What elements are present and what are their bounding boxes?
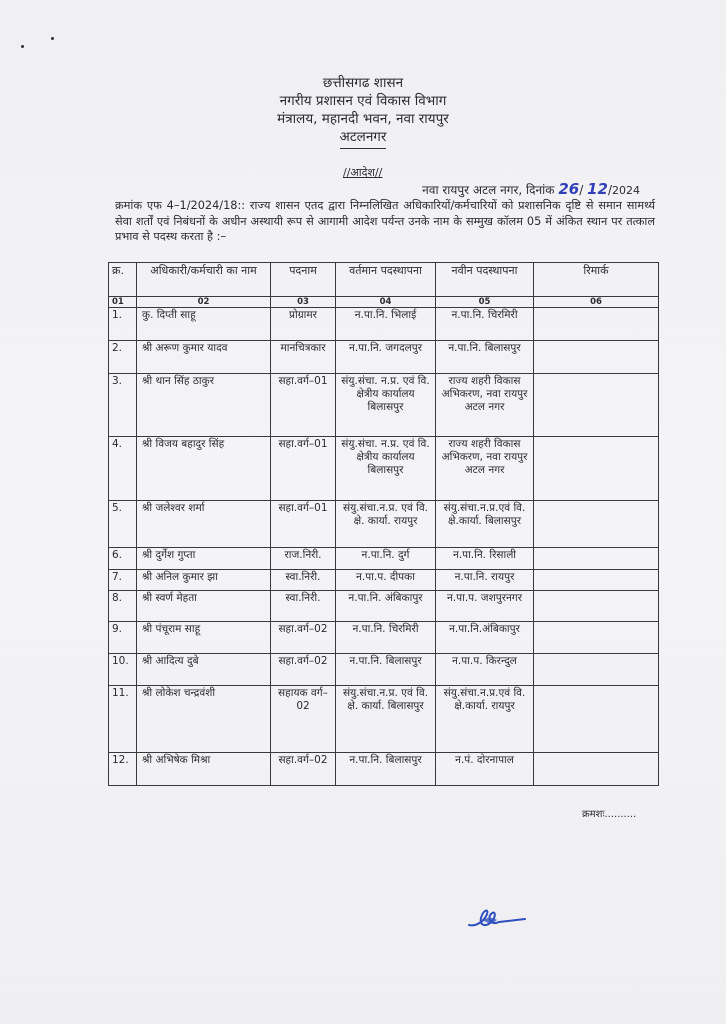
cell-post: सहा.वर्ग–01 — [271, 437, 336, 501]
cell-post: सहायक वर्ग–02 — [271, 686, 336, 753]
table-row — [109, 501, 659, 548]
table-row — [109, 437, 659, 501]
table-row — [109, 374, 659, 437]
cell-name: श्री अरूण कुमार यादव — [137, 341, 271, 374]
table-row — [109, 308, 659, 341]
table-row — [109, 570, 659, 591]
cell-serial: 4. — [109, 437, 137, 501]
letterhead-city: अटलनगर — [340, 128, 387, 149]
cell-new-posting: संयु.संचा.न.प्र.एवं वि. क्षे.कार्या. बिलासपुर — [436, 501, 534, 548]
cell-serial: 12. — [109, 753, 137, 786]
cell-name: श्री अभिषेक मिश्रा — [137, 753, 271, 786]
cell-name: श्री थान सिंह ठाकुर — [137, 374, 271, 437]
cell-name: श्री जलेश्वर शर्मा — [137, 501, 271, 548]
cell-serial: 11. — [109, 686, 137, 753]
cell-new-posting: न.पं. दोरनापाल — [436, 753, 534, 786]
cell-post: स्वा.निरी. — [271, 591, 336, 622]
date-separator: / — [579, 183, 584, 197]
cell-name: कु. दिप्ती साहू — [137, 308, 271, 341]
cell-current-posting: न.पा.नि. बिलासपुर — [336, 753, 436, 786]
cell-new-posting: न.पा.नि. बिलासपुर — [436, 341, 534, 374]
date-separator: / — [607, 183, 612, 197]
column-number: 02 — [137, 297, 271, 308]
cell-remark — [534, 548, 659, 570]
cell-name: श्री विजय बहादुर सिंह — [137, 437, 271, 501]
cell-remark — [534, 686, 659, 753]
cell-post: सहा.वर्ग–01 — [271, 374, 336, 437]
cell-current-posting: न.पा.नि. बिलासपुर — [336, 654, 436, 686]
cell-current-posting: संयु.संचा. न.प्र. एवं वि. क्षेत्रीय कार्यालय बिलासपुर — [336, 437, 436, 501]
cell-current-posting: संयु.संचा.न.प्र. एवं वि. क्षे. कार्या. बिलासपुर — [336, 686, 436, 753]
column-number: 04 — [336, 297, 436, 308]
cell-remark — [534, 622, 659, 654]
table-row — [109, 548, 659, 570]
cell-new-posting: न.पा.नि. रायपुर — [436, 570, 534, 591]
transfer-table — [108, 262, 659, 786]
cell-new-posting: राज्य शहरी विकास अभिकरण, नवा रायपुर अटल नगर — [436, 437, 534, 501]
cell-serial: 10. — [109, 654, 137, 686]
cell-serial: 6. — [109, 548, 137, 570]
column-number: 05 — [436, 297, 534, 308]
header-remark: रिमार्क — [534, 263, 659, 297]
cell-new-posting: न.पा.नि.अंबिकापुर — [436, 622, 534, 654]
cell-current-posting: न.पा.नि. चिरमिरी — [336, 622, 436, 654]
cell-remark — [534, 341, 659, 374]
cell-post: सहा.वर्ग–02 — [271, 753, 336, 786]
order-title: //आदेश// — [343, 166, 383, 179]
cell-current-posting: संयु.संचा. न.प्र. एवं वि. क्षेत्रीय कार्यालय बिलासपुर — [336, 374, 436, 437]
cell-new-posting: राज्य शहरी विकास अभिकरण, नवा रायपुर अटल नगर — [436, 374, 534, 437]
cell-post: सहा.वर्ग–02 — [271, 622, 336, 654]
cell-post: सहा.वर्ग–02 — [271, 654, 336, 686]
cell-serial: 5. — [109, 501, 137, 548]
column-number: 01 — [109, 297, 137, 308]
table-row — [109, 622, 659, 654]
cell-current-posting: न.पा.नि. दुर्ग — [336, 548, 436, 570]
cell-new-posting: न.पा.प. किरन्दुल — [436, 654, 534, 686]
cell-current-posting: न.पा.नि. अंबिकापुर — [336, 591, 436, 622]
order-body-paragraph: क्रमांक एफ 4–1/2024/18:: राज्य शासन एतद द्वारा निम्नलिखित अधिकारियों/कर्मचारियों को प्रशासनिक दृष्टि से समान सामर्थ्य सेवा शर्तों एवं निबंधनों के अधीन अस्थायी रूप से आगामी आदेश पर्यन्त उनके नाम के सम्मुख कॉलम 05 में अंकित स्थान पर तत्काल प्रभाव से पदस्थ करता है :– — [115, 199, 655, 243]
table-row — [109, 753, 659, 786]
table-row — [109, 654, 659, 686]
cell-name: श्री दुर्गेश गुप्ता — [137, 548, 271, 570]
cell-name: श्री अनिल कुमार झा — [137, 570, 271, 591]
cell-remark — [534, 374, 659, 437]
cell-remark — [534, 308, 659, 341]
letterhead-government: छत्तीसगढ शासन — [322, 75, 404, 91]
table-row — [109, 686, 659, 753]
table-row — [109, 341, 659, 374]
cell-serial: 9. — [109, 622, 137, 654]
cell-current-posting: न.पा.प. दीपका — [336, 570, 436, 591]
cell-post: राज.निरी. — [271, 548, 336, 570]
table-row — [109, 591, 659, 622]
column-number: 06 — [534, 297, 659, 308]
column-number: 03 — [271, 297, 336, 308]
cell-new-posting: न.पा.नि. चिरमिरी — [436, 308, 534, 341]
cell-post: स्वा.निरी. — [271, 570, 336, 591]
cell-new-posting: संयु.संचा.न.प्र.एवं वि. क्षे.कार्या. रायपुर — [436, 686, 534, 753]
cell-new-posting: न.पा.नि. रिसाली — [436, 548, 534, 570]
cell-serial: 7. — [109, 570, 137, 591]
cell-name: श्री लोकेश चन्द्रवंशी — [137, 686, 271, 753]
cell-serial: 3. — [109, 374, 137, 437]
cell-post: प्रोग्रामर — [271, 308, 336, 341]
continued-marker: क्रमशः.......... — [582, 809, 637, 820]
cell-name: श्री पंचूराम साहू — [137, 622, 271, 654]
scan-speck — [51, 37, 54, 40]
cell-remark — [534, 501, 659, 548]
place-date-prefix: नवा रायपुर अटल नगर, दिनांक — [422, 183, 555, 197]
date-year: 2024 — [612, 184, 640, 197]
cell-name: श्री आदित्य दुबे — [137, 654, 271, 686]
scan-speck — [21, 45, 24, 48]
cell-post: मानचित्रकार — [271, 341, 336, 374]
cell-post: सहा.वर्ग–01 — [271, 501, 336, 548]
cell-serial: 2. — [109, 341, 137, 374]
cell-remark — [534, 437, 659, 501]
cell-remark — [534, 753, 659, 786]
signature-icon — [465, 900, 535, 944]
cell-remark — [534, 654, 659, 686]
header-new-posting: नवीन पदस्थापना — [436, 263, 534, 297]
cell-name: श्री स्वर्ण मेहता — [137, 591, 271, 622]
letterhead-address: मंत्रालय, महानदी भवन, नवा रायपुर — [277, 111, 449, 127]
header-current-posting: वर्तमान पदस्थापना — [336, 263, 436, 297]
letterhead-department: नगरीय प्रशासन एवं विकास विभाग — [279, 93, 447, 109]
cell-current-posting: न.पा.नि. जगदलपुर — [336, 341, 436, 374]
cell-serial: 1. — [109, 308, 137, 341]
date-day: 26 — [558, 180, 580, 198]
header-name: अधिकारी/कर्मचारी का नाम — [137, 263, 271, 297]
header-post: पदनाम — [271, 263, 336, 297]
column-number-row — [109, 297, 659, 308]
date-month: 12 — [587, 180, 608, 198]
place-date-line — [422, 180, 640, 198]
cell-current-posting: संयु.संचा.न.प्र. एवं वि. क्षे. कार्या. रायपुर — [336, 501, 436, 548]
table-header-row — [109, 263, 659, 297]
cell-remark — [534, 591, 659, 622]
header-serial: क्र. — [109, 263, 137, 297]
letterhead — [0, 74, 726, 149]
cell-serial: 8. — [109, 591, 137, 622]
cell-new-posting: न.पा.प. जशपुरनगर — [436, 591, 534, 622]
cell-current-posting: न.पा.नि. भिलाई — [336, 308, 436, 341]
cell-remark — [534, 570, 659, 591]
